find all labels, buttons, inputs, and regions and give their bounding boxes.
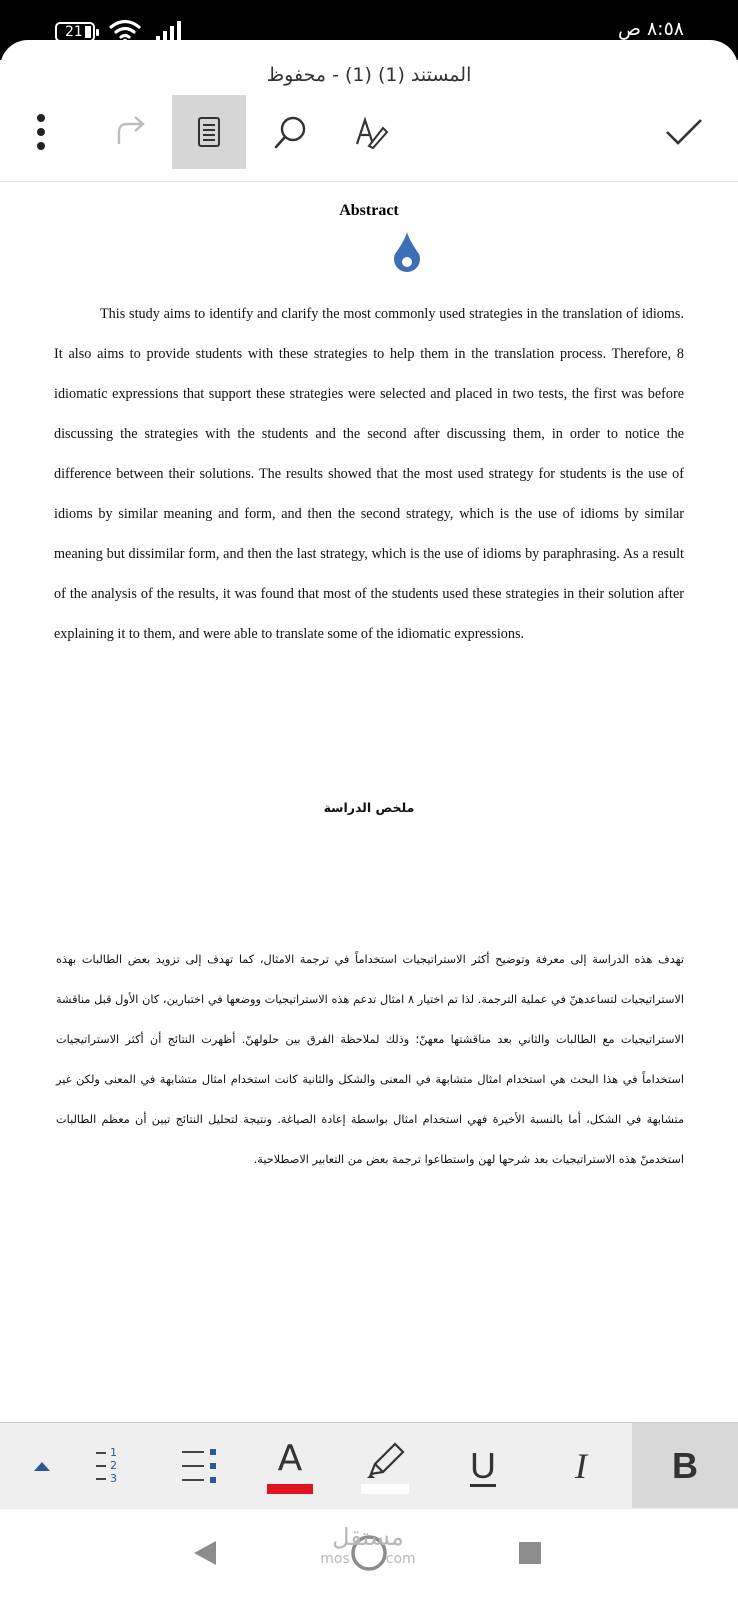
highlighter-icon [361,1438,409,1494]
back-icon[interactable] [192,1539,218,1567]
cursor-handle-icon[interactable] [390,230,424,276]
reading-view-icon [197,116,221,148]
numbered-list-button[interactable] [72,1423,152,1509]
abstract-heading: Abstract [339,202,399,219]
battery-indicator [55,22,95,42]
document-title[interactable]: المستند (1) (1) - محفوظ [266,64,472,86]
bullet-list-button[interactable] [160,1423,240,1509]
underline-label: U [470,1445,496,1486]
redo-button[interactable] [94,95,168,169]
numbered-list-icon [96,1446,128,1486]
list-number-1: 1 [110,1446,117,1459]
bullet-list-icon [180,1448,220,1484]
italic-button[interactable] [546,1423,616,1509]
watermark-arabic: مستقل [332,1523,404,1551]
font-color-swatch [267,1484,313,1494]
more-dots-icon [36,113,46,151]
watermark-latin-left: mos [320,1551,350,1567]
bold-button[interactable] [632,1423,738,1509]
bold-label: B [672,1445,698,1486]
abstract-paragraph: This study aims to identify and clarify the most commonly used strategies in the translation of idioms. It also aims to provide students with these strategies to help them in the translation process. Therefore, 8 idiomatic expressions that support these strategies were selected and placed in two tests, the first was before discussing the strategies with the students and the second after discussing them, in order to notice the difference between their solutions. The results showed that the most used strategy for students is the use of idioms by similar meaning and form, and then the second strategy, which is the use of idioms by similar meaning but dissimilar form, and then the last strategy, which is the use of idioms by paraphrasing. As a result of the analysis of the results, it was found that most of the students used these strategies in their solution after explaining it to them, and were able to translate some of the idiomatic expressions. [54,306,684,642]
font-color-letter: A [277,1438,303,1479]
system-navigation-bar [0,1508,738,1601]
draw-pen-icon [353,114,389,150]
app-header [0,40,738,182]
more-options-button[interactable] [18,95,64,169]
font-color-button[interactable] [250,1423,330,1509]
font-color-icon [267,1438,313,1494]
done-button[interactable] [644,95,724,169]
draw-button[interactable] [334,95,408,169]
highlight-button[interactable] [340,1423,430,1509]
recent-apps-icon[interactable] [518,1541,542,1565]
list-number-3: 3 [110,1472,117,1485]
reading-view-button[interactable] [172,95,246,169]
battery-level: 21 [65,24,83,40]
search-icon [273,114,309,150]
checkmark-icon [664,117,704,147]
arabic-abstract-heading: ملخص الدراسة [323,800,415,815]
formatting-toolbar [0,1422,738,1509]
watermark-latin [312,1551,424,1567]
highlight-color-swatch [361,1484,409,1494]
watermark-latin-right: com [385,1551,416,1567]
caret-up-icon [33,1460,51,1472]
underline-button[interactable] [448,1423,518,1509]
watermark [312,1523,424,1567]
expand-toolbar-button[interactable] [22,1423,62,1509]
list-number-2: 2 [110,1459,117,1472]
redo-icon [113,116,149,148]
document-page[interactable] [0,182,738,1422]
clock: ٨:٥٨ ص [617,18,684,40]
search-button[interactable] [254,95,328,169]
arabic-abstract-paragraph: تهدف هذه الدراسة إلى معرفة وتوضيح أكثر الاستراتيجيات استخداماً في ترجمة الامثال، كما تهدف إلى تزويد بعض الطالبات بهذه الاستراتيجيات لتساعدهنّ في عملية الترجمة. لذا تم اختيار ٨ امثال تدعم هذه الاستراتيجيات ووضعها في اختبارين، كان الأول قبل مناقشة الاستراتيجيات مع الطالبات والثاني بعد مناقشتها معهنّ؛ وذلك لملاحظة الفرق بين حلولهنّ. أظهرت النتائج أن أكثر الاستراتيجيات استخداماً في هذا البحث هي استخدام امثال متشابهة في المعنى والشكل والثانية كانت استخدام امثال متشابهة في المعنى ولكن غير متشابهة في الشكل، أما بالنسبة الأخيرة فهي استخدام امثال بواسطة إعادة الصياغة. ونتيجة لتحليل النتائج تبين أن معظم الطالبات استخدمنّ هذه الاستراتيجيات بعد شرحها لهن واستطاعوا ترجمة بعض من التعابير الاصطلاحية. [56,953,684,1166]
italic-label: I [575,1446,587,1486]
